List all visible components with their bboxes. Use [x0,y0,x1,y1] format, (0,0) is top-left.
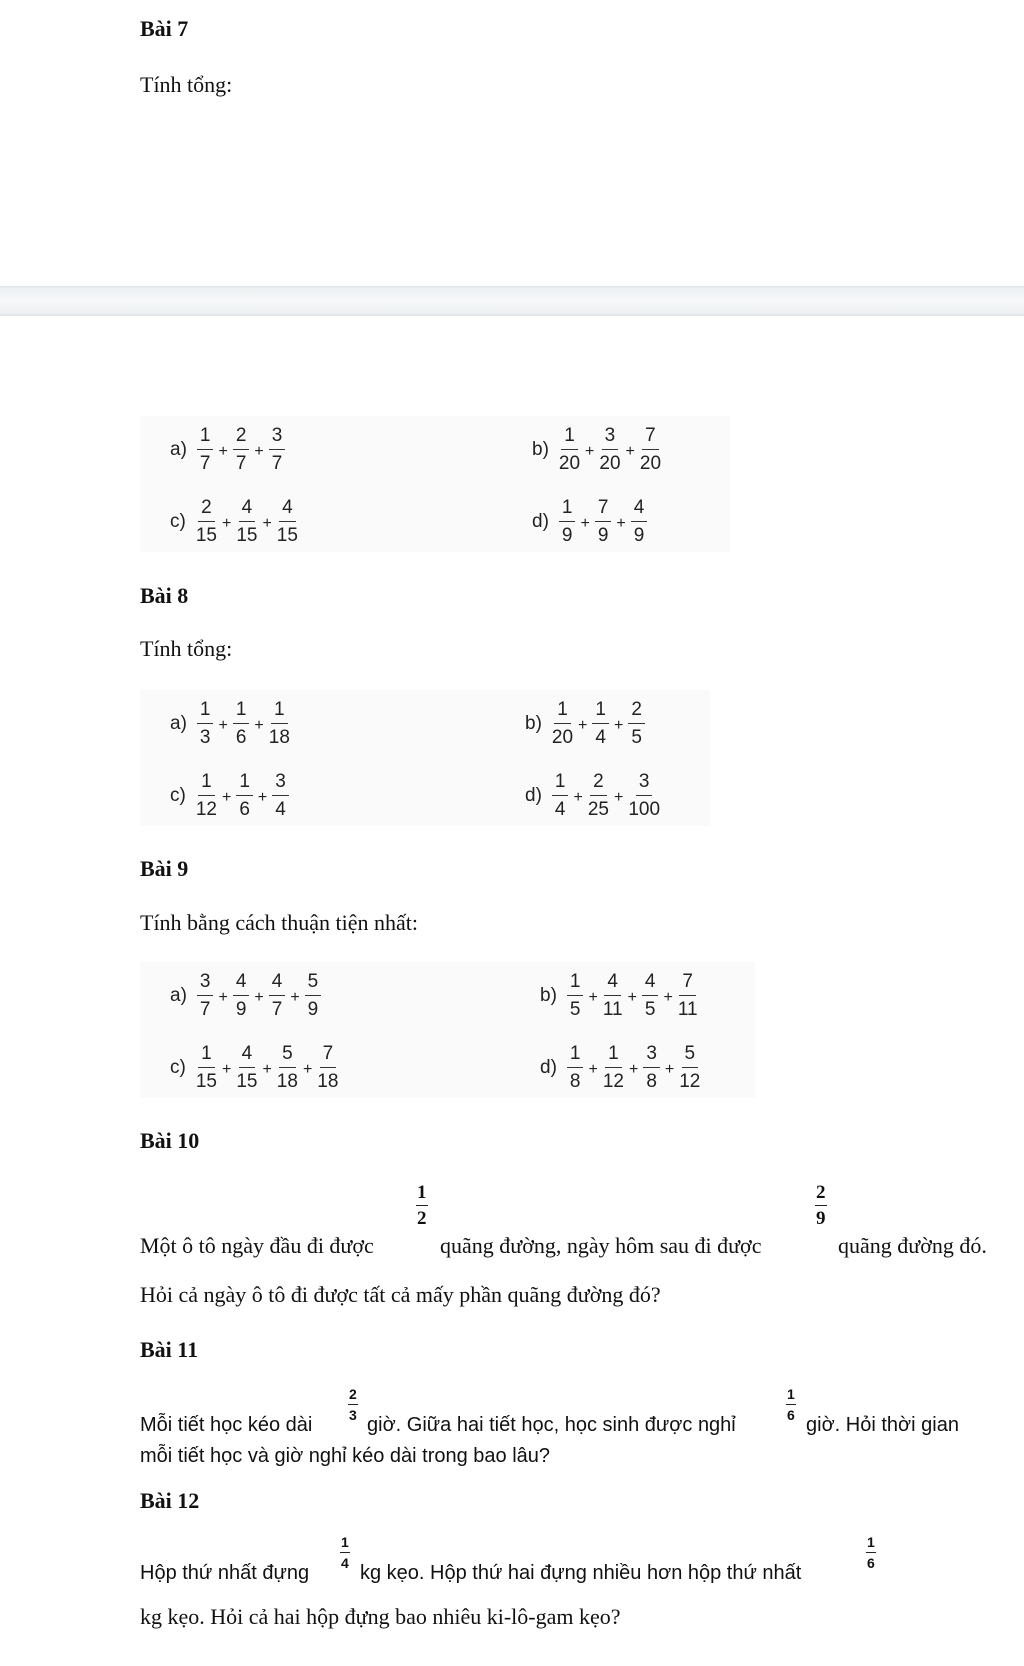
bai12-line2: kg kẹo. Hỏi cả hai hộp đựng bao nhiêu ki-lô-gam kẹo? [140,1604,621,1629]
fraction [236,498,257,545]
plus-sign: + [254,988,264,1006]
bai11-line1-b: giờ. Giữa hai tiết học, học sinh được nghỉ [367,1414,736,1436]
fraction-denominator: 8 [646,1071,657,1092]
plus-sign: + [221,1060,232,1078]
fraction [269,426,286,473]
fraction-numerator: 2 [628,700,645,724]
fraction [197,426,214,473]
item-label: c) [170,510,186,532]
fraction-denominator: 9 [235,999,247,1020]
fraction [552,700,573,747]
fraction-numerator: 1 [567,1044,584,1068]
fraction [603,1044,624,1091]
fraction-numerator: 2 [590,772,607,796]
bai10-fraction-2 [815,1183,827,1228]
fraction-numerator: 2 [198,498,215,522]
fraction-denominator: 9 [597,525,609,546]
bai12-fraction-2 [866,1535,876,1570]
plus-sign: + [613,716,624,734]
fraction-numerator: 2 [233,426,250,450]
plus-sign: + [588,988,598,1006]
fraction-numerator: 4 [239,1044,256,1068]
fraction [642,972,659,1019]
fraction-denominator: 18 [317,1071,339,1092]
fraction-numerator: 1 [197,426,214,450]
bai12-frac1-num: 1 [340,1535,350,1553]
fraction-numerator: 3 [602,426,619,450]
plus-sign: + [613,788,624,806]
fraction [196,772,217,819]
fraction-denominator: 18 [268,727,290,748]
bai11-line1-c: giờ. Hỏi thời gian [806,1414,959,1436]
fraction [197,972,214,1019]
fraction-denominator: 15 [276,525,298,546]
item-label: a) [170,712,187,734]
fraction-numerator: 7 [320,1044,337,1068]
fraction-numerator: 5 [279,1044,296,1068]
fraction [233,972,250,1019]
bai11-frac2-num: 1 [786,1387,796,1405]
plus-sign: + [628,1060,639,1078]
bai10-frac2-den: 9 [816,1208,826,1229]
page-divider [0,286,1024,316]
fraction-numerator: 1 [592,700,609,724]
item-label: b) [525,712,542,734]
bai11-frac1-den: 3 [349,1407,357,1423]
fraction [233,700,250,747]
item-label: d) [532,510,549,532]
fraction-numerator: 1 [236,772,253,796]
bai11-frac1-num: 2 [348,1387,358,1405]
fraction [628,772,660,819]
bai10-title: Bài 10 [140,1128,200,1153]
bai7-item-a [170,426,285,473]
fraction-numerator: 1 [271,700,288,724]
fraction-denominator: 11 [677,999,698,1020]
fraction-denominator: 9 [561,525,573,546]
fraction-numerator: 3 [197,972,214,996]
fraction-denominator: 4 [595,727,606,748]
plus-sign: + [221,788,232,806]
bai12-fraction-1 [340,1535,350,1570]
fraction-numerator: 4 [269,972,286,996]
bai10-frac1-num: 1 [416,1183,428,1206]
fraction-denominator: 15 [195,1071,217,1092]
bai11-line2: mỗi tiết học và giờ nghỉ kéo dài trong bao lâu? [140,1445,551,1467]
plus-sign: + [302,1060,313,1078]
bai8-item-d [525,772,660,819]
plus-sign: + [254,716,264,734]
fraction [196,498,217,545]
fraction-numerator: 1 [561,426,578,450]
bai11-frac2-den: 6 [787,1407,795,1423]
bai7-item-b [532,426,661,473]
fraction-denominator: 9 [633,525,645,546]
fraction-numerator: 1 [559,498,576,522]
bai7-title: Bài 7 [140,16,189,41]
bai7-item-d [532,498,647,545]
plus-sign: + [257,788,268,806]
fraction [317,1044,338,1091]
item-label: d) [540,1056,557,1078]
fraction-denominator: 4 [275,799,286,820]
item-label: c) [170,1056,186,1078]
fraction-numerator: 4 [279,498,296,522]
bai8-intro: Tính tổng: [140,636,233,661]
fraction [592,700,609,747]
bai11-fraction-2 [786,1387,796,1422]
item-label: a) [170,984,187,1006]
fraction-denominator: 20 [558,453,581,474]
fraction-denominator: 15 [195,525,217,546]
fraction [628,700,645,747]
fraction-numerator: 4 [604,972,621,996]
fraction-numerator: 1 [198,772,215,796]
fraction [643,1044,660,1091]
fraction-denominator: 5 [569,999,581,1020]
fraction [631,498,648,545]
plus-sign: + [218,442,228,460]
bai11-line1-a: Mỗi tiết học kéo dài [140,1414,313,1436]
bai8-item-c [170,772,289,819]
fraction-denominator: 3 [199,727,211,748]
item-label: b) [532,438,549,460]
fraction-numerator: 7 [642,426,659,450]
bai12-line1-b: kg kẹo. Hộp thứ hai đựng nhiều hơn hộp thứ nhất [360,1562,802,1584]
bai12-frac1-den: 4 [341,1555,349,1571]
fraction-denominator: 7 [235,453,247,474]
fraction-numerator: 4 [631,498,648,522]
fraction-denominator: 18 [276,1071,298,1092]
fraction-numerator: 3 [636,772,653,796]
fraction [277,1044,298,1091]
plus-sign: + [585,442,595,460]
fraction-numerator: 1 [197,700,214,724]
fraction-denominator: 9 [307,999,319,1020]
fraction [236,772,253,819]
bai11-fraction-1 [348,1387,358,1422]
plus-sign: + [616,514,626,532]
fraction-denominator: 6 [239,799,250,820]
bai10-line1-a: Một ô tô ngày đầu đi được [140,1233,374,1258]
fraction-denominator: 12 [679,1071,701,1092]
fraction-numerator: 1 [552,772,569,796]
bai7-intro: Tính tổng: [140,72,233,97]
plus-sign: + [262,1060,272,1078]
bai9-item-c [170,1044,338,1091]
fraction [567,972,584,1019]
fraction-denominator: 20 [551,727,574,748]
fraction-numerator: 3 [269,426,286,450]
plus-sign: + [625,442,635,460]
bai9-title: Bài 9 [140,856,189,881]
fraction [233,426,250,473]
fraction-denominator: 7 [199,999,211,1020]
fraction [679,1044,700,1091]
plus-sign: + [578,716,588,734]
plus-sign: + [254,442,264,460]
fraction-numerator: 1 [605,1044,622,1068]
item-label: b) [540,984,557,1006]
bai8-item-b [525,700,645,747]
item-label: a) [170,438,187,460]
fraction [236,1044,257,1091]
fraction [552,772,569,819]
plus-sign: + [290,988,300,1006]
plus-sign: + [573,788,583,806]
bai9-item-b [540,972,698,1019]
bai12-line1-a: Hộp thứ nhất đựng [140,1562,310,1584]
fraction-denominator: 5 [644,999,656,1020]
fraction-numerator: 1 [567,972,584,996]
plus-sign: + [262,514,272,532]
fraction [269,972,286,1019]
plus-sign: + [218,716,228,734]
fraction [588,772,609,819]
bai10-line1-b: quãng đường, ngày hôm sau đi được [440,1233,762,1258]
item-label: d) [525,784,542,806]
fraction [305,972,322,1019]
fraction-denominator: 12 [195,799,217,820]
fraction-numerator: 1 [233,700,250,724]
fraction-denominator: 4 [554,799,566,820]
fraction-numerator: 3 [643,1044,660,1068]
fraction-denominator: 8 [569,1071,581,1092]
bai7-item-c [170,498,298,545]
fraction-denominator: 12 [602,1071,624,1092]
fraction-numerator: 5 [305,972,322,996]
fraction [559,498,576,545]
fraction-numerator: 4 [642,972,659,996]
bai10-fraction-1 [416,1183,428,1228]
fraction-denominator: 7 [199,453,211,474]
fraction-numerator: 4 [233,972,250,996]
bai9-item-a [170,972,321,1019]
fraction [567,1044,584,1091]
fraction-denominator: 11 [602,999,623,1020]
fraction-numerator: 4 [239,498,256,522]
plus-sign: + [218,988,228,1006]
plus-sign: + [588,1060,598,1078]
fraction-denominator: 15 [236,525,258,546]
fraction [269,700,290,747]
fraction-numerator: 1 [198,1044,215,1068]
fraction-denominator: 100 [628,799,661,820]
fraction-denominator: 25 [587,799,609,820]
fraction [196,1044,217,1091]
fraction-numerator: 3 [272,772,289,796]
fraction [559,426,580,473]
fraction [640,426,661,473]
plus-sign: + [664,1060,675,1078]
bai8-item-a [170,700,290,747]
plus-sign: + [627,988,637,1006]
plus-sign: + [663,988,673,1006]
fraction [603,972,623,1019]
bai11-title: Bài 11 [140,1337,199,1362]
bai12-title: Bài 12 [140,1488,200,1513]
bai10-line2: Hỏi cả ngày ô tô đi được tất cả mấy phần quãng đường đó? [140,1282,661,1307]
fraction-denominator: 7 [271,999,283,1020]
fraction [277,498,298,545]
fraction-numerator: 1 [554,700,571,724]
fraction [197,700,214,747]
fraction-numerator: 7 [595,498,612,522]
fraction-denominator: 20 [639,453,662,474]
fraction-denominator: 7 [271,453,283,474]
fraction-denominator: 6 [235,727,247,748]
bai10-frac1-den: 2 [417,1208,427,1229]
fraction [678,972,698,1019]
fraction-numerator: 7 [679,972,696,996]
fraction-numerator: 5 [682,1044,699,1068]
fraction [599,426,620,473]
fraction [272,772,289,819]
fraction-denominator: 5 [631,727,642,748]
bai9-intro: Tính bằng cách thuận tiện nhất: [140,910,418,935]
fraction [595,498,612,545]
plus-sign: + [580,514,590,532]
fraction-denominator: 20 [599,453,621,474]
bai10-frac2-num: 2 [815,1183,827,1206]
bai10-line1-c: quãng đường đó. [838,1233,987,1258]
item-label: c) [170,784,186,806]
plus-sign: + [221,514,232,532]
bai8-title: Bài 8 [140,583,189,608]
fraction-denominator: 15 [236,1071,258,1092]
bai9-item-d [540,1044,700,1091]
bai12-frac2-den: 6 [867,1555,875,1571]
bai12-frac2-num: 1 [866,1535,876,1553]
